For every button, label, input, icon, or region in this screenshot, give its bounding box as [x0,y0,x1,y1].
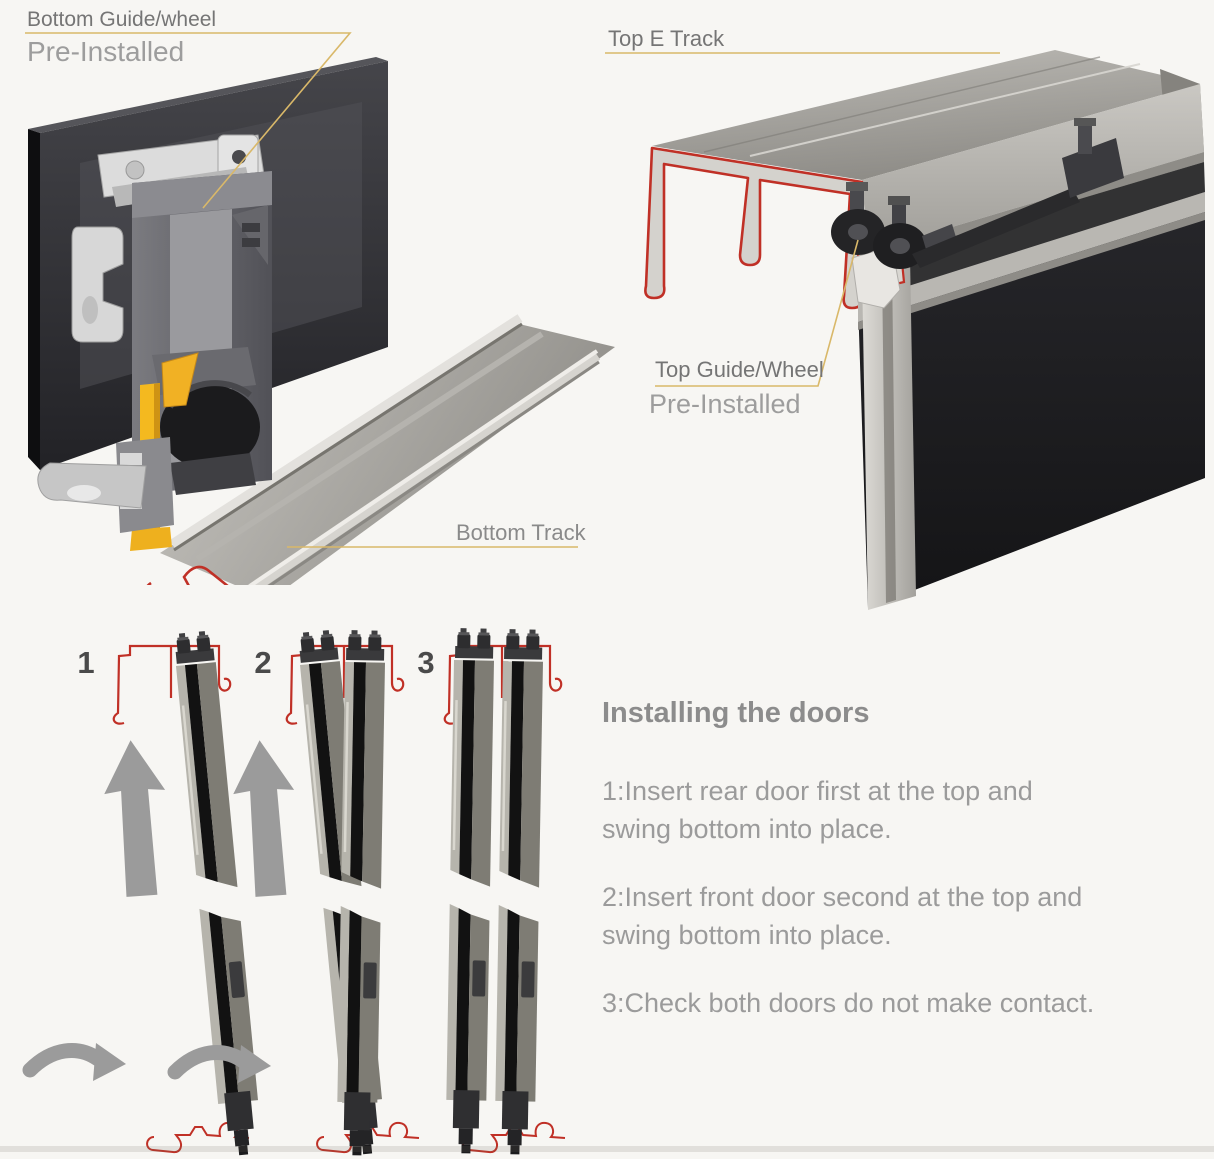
floor-clamp [38,463,146,508]
instruction-step-2-line2: swing bottom into place. [602,920,892,950]
top-guide-label: Top Guide/Wheel [655,357,824,382]
bottom-guide-label: Bottom Guide/wheel [27,8,217,31]
bottom-guide-preinstalled-label: Pre-Installed [27,36,185,67]
instruction-step-1-line1: 1:Insert rear door first at the top and [602,776,1033,806]
instruction-step-2 [602,878,1214,954]
step-3-number: 3 [417,645,435,680]
swing-arrow-step1 [30,1043,126,1081]
instruction-step-1-line2: swing bottom into place. [602,814,892,844]
bottom-guide-illustration [20,55,620,585]
bottom-track-label: Bottom Track [456,520,586,545]
scan-edge-artifact [0,1146,1214,1152]
instructions-heading: Installing the doors [602,697,870,729]
up-arrow-step2 [230,738,302,898]
rear-door-tilted-step1 [173,630,263,1156]
top-guide-preinstalled-label: Pre-Installed [649,389,801,419]
instruction-step-2-line1: 2:Insert front door second at the top and [602,882,1083,912]
rear-door-installed-step3 [494,629,543,1155]
instruction-step-3 [602,984,1214,1022]
front-door-installed-step3 [445,628,494,1154]
top-e-track-label: Top E Track [608,26,725,51]
instruction-step-1 [602,772,1214,848]
step-2-number: 2 [254,645,272,680]
installing-doors-instructions [602,696,1214,1052]
step-1-number: 1 [77,645,95,680]
installation-steps-figure [0,628,600,1159]
instruction-step-3-line1: 3:Check both doors do not make contact. [602,988,1095,1018]
top-e-track-illustration [600,40,1214,610]
up-arrow-step1 [101,738,173,898]
